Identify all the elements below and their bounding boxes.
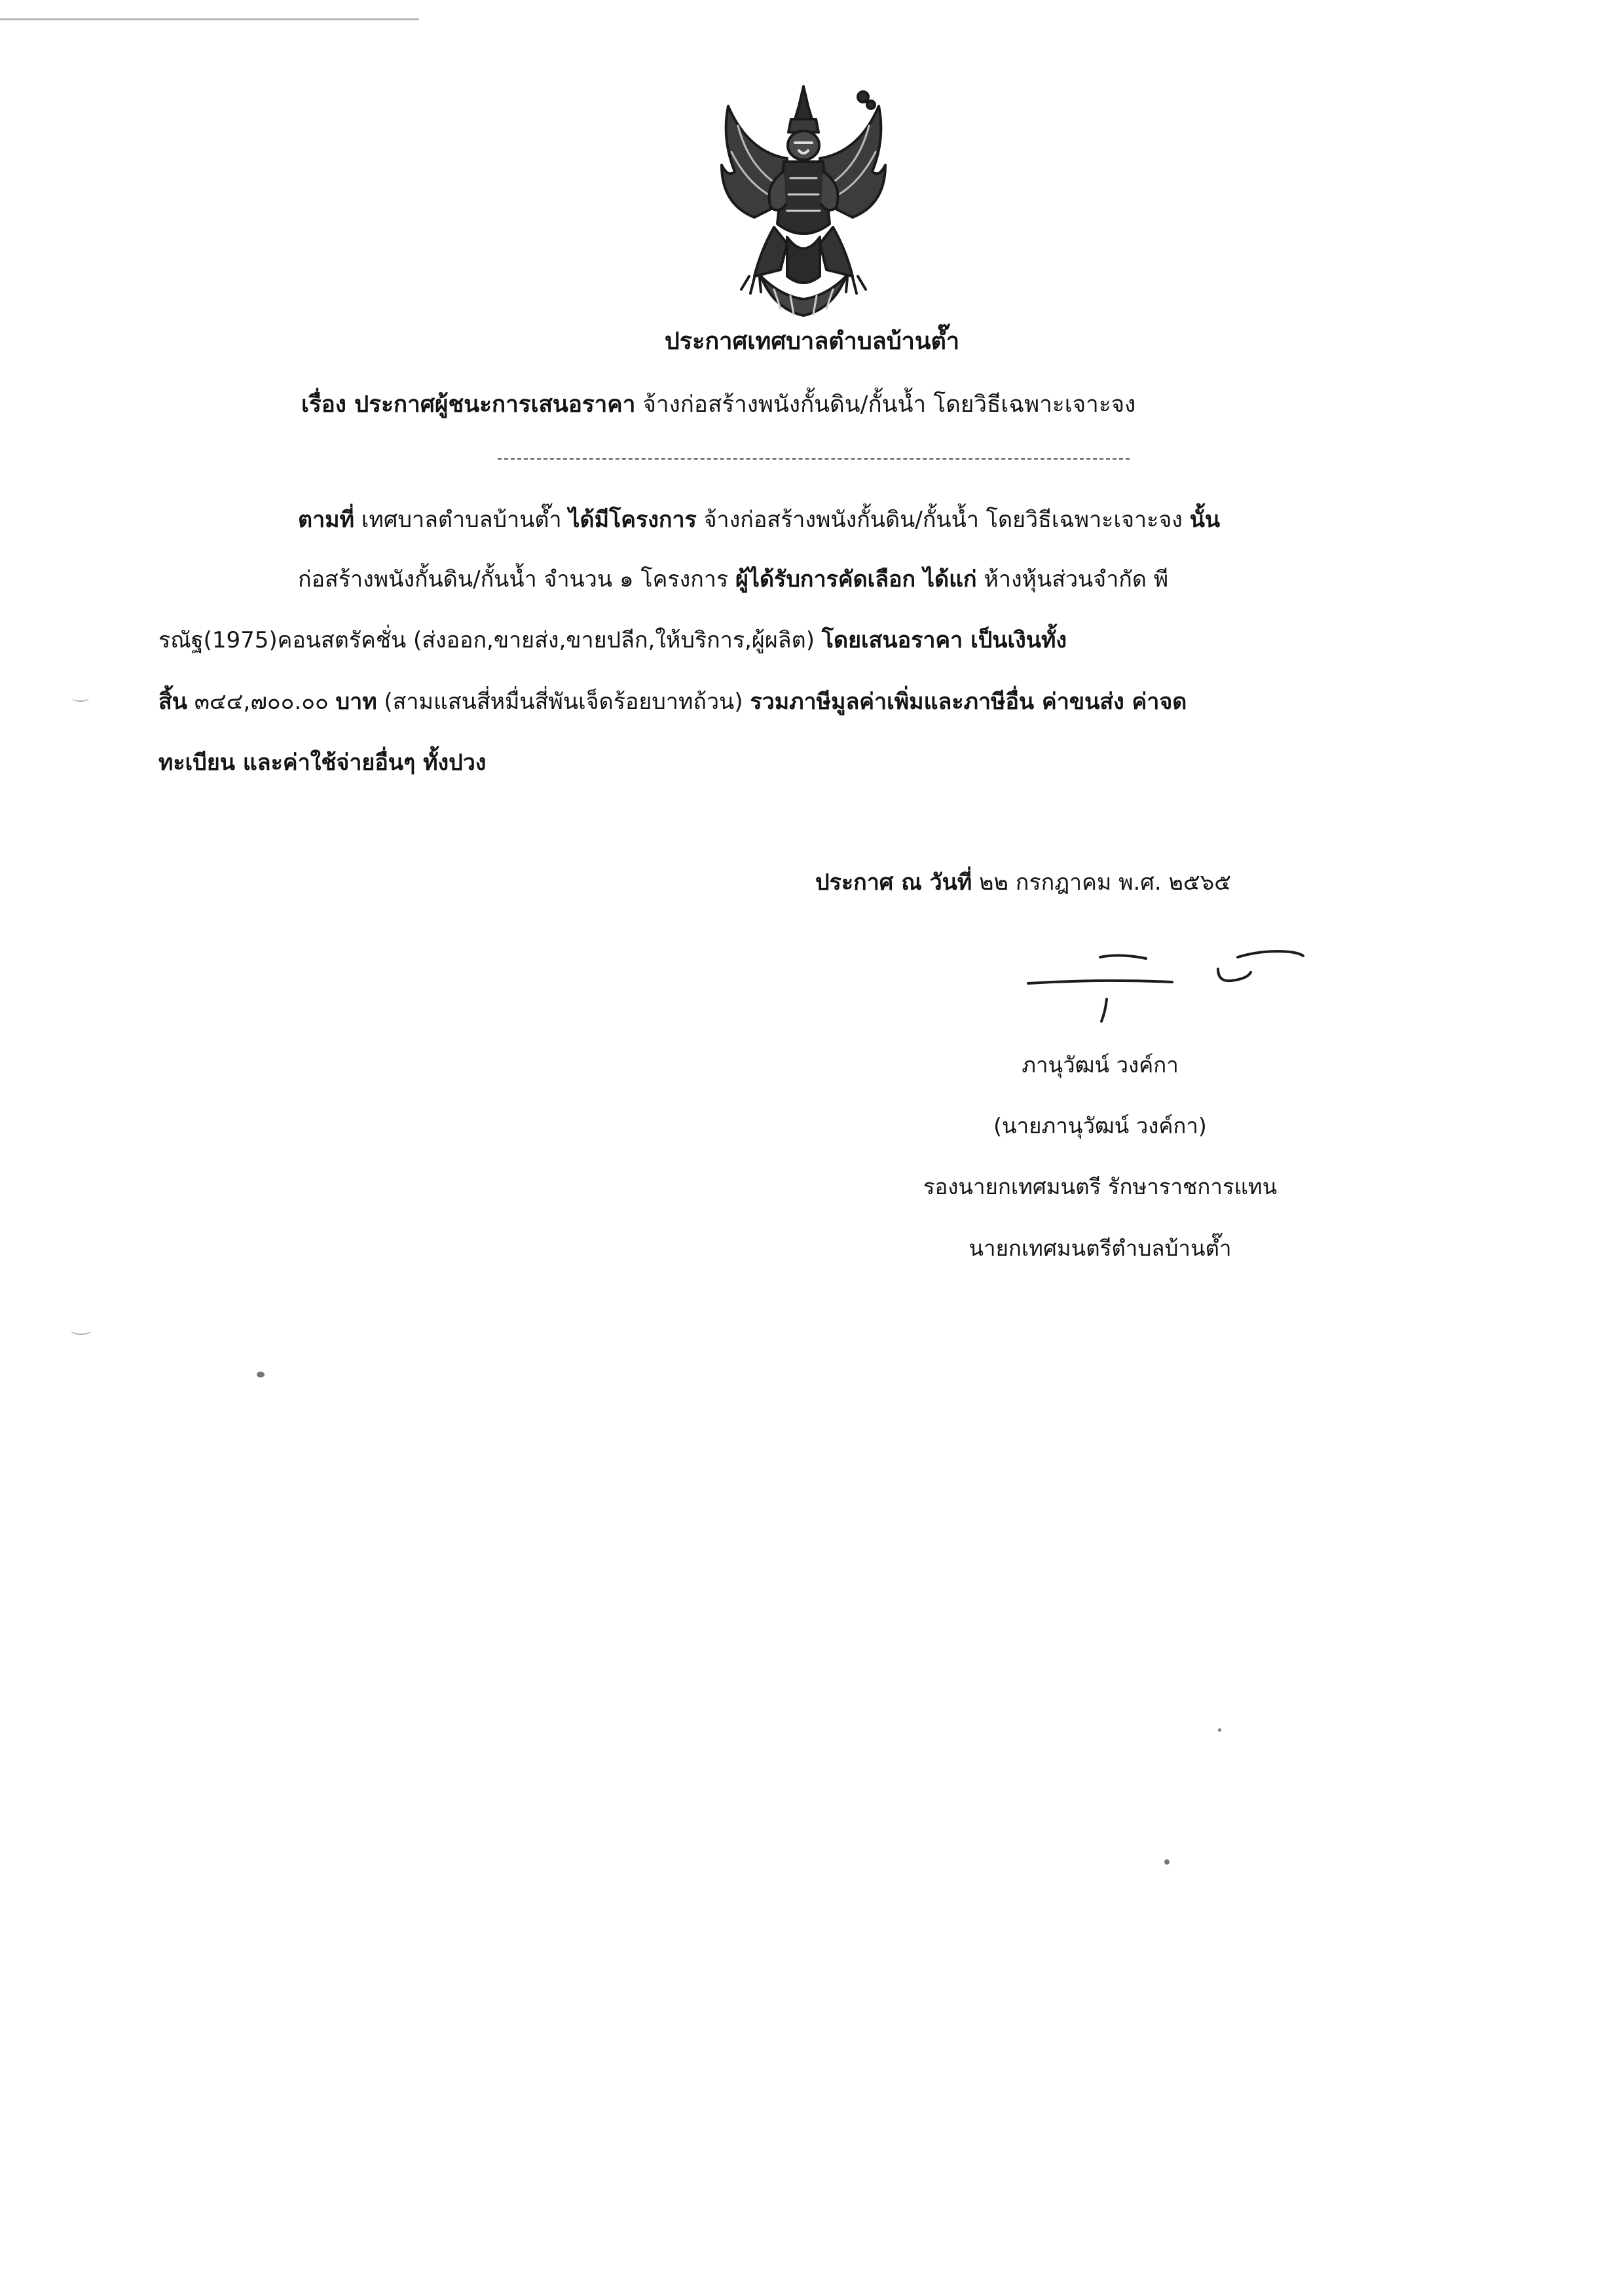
signed-name: ภานุวัฒน์ วงค์กา — [1022, 1052, 1179, 1078]
garuda-emblem-icon — [709, 80, 898, 322]
signatory-position: รองนายกเทศมนตรี รักษาราชการแทน — [923, 1174, 1278, 1199]
body-line-3 — [158, 626, 1067, 655]
text-segment: สิ้น — [158, 689, 187, 715]
subject-prefix: เรื่อง ประกาศผู้ชนะการเสนอราคา — [301, 392, 636, 418]
body-line-4 — [158, 687, 1187, 716]
punch-hole-mark — [71, 1326, 92, 1335]
text-segment: ก่อสร้างพนังกั้นดิน/กั้นน้ำ จำนวน ๑ โครงการ — [298, 566, 735, 592]
scan-speck — [1218, 1728, 1221, 1732]
signatory-position-2: นายกเทศมนตรีตำบลบ้านต๊ำ — [969, 1235, 1232, 1261]
text-segment: ทะเบียน และค่าใช้จ่ายอื่นๆ ทั้งปวง — [158, 750, 487, 776]
separator-rule — [498, 458, 1130, 460]
subject-line — [301, 386, 1323, 422]
scan-speck — [1164, 1859, 1170, 1865]
text-segment: โดยเสนอราคา เป็นเงินทั้ง — [821, 627, 1067, 653]
text-segment: รณัฐ(1975)คอนสตรัคชั่น (ส่งออก,ขายส่ง,ขายปลีก,ให้บริการ,ผู้ผลิต) — [158, 627, 822, 653]
subject-rest: จ้างก่อสร้างพนังกั้นดิน/กั้นน้ำ โดยวิธีเฉพาะเจาะจง — [635, 392, 1136, 418]
text-segment: บาท — [335, 689, 377, 715]
text-segment: จ้างก่อสร้างพนังกั้นดิน/กั้นน้ำ โดยวิธีเฉพาะเจาะจง — [696, 507, 1190, 533]
handwritten-signature — [1022, 943, 1323, 1048]
text-segment: นั้น — [1189, 507, 1221, 533]
text-segment: เทศบาลตำบลบ้านต๊ำ — [354, 507, 569, 533]
body-line-5 — [158, 748, 486, 777]
text-segment: รวมภาษีมูลค่าเพิ่มและภาษีอื่น ค่าขนส่ง ค่าจด — [750, 689, 1187, 715]
signatory-full-name: (นายภานุวัฒน์ วงค์กา) — [993, 1113, 1207, 1139]
text-segment: ผู้ได้รับการคัดเลือก ได้แก่ — [735, 566, 977, 592]
text-segment: ๓๔๔,๗๐๐.๐๐ — [187, 689, 336, 715]
scan-edge-line — [0, 18, 419, 20]
date-value: ๒๒ กรกฎาคม พ.ศ. ๒๕๖๕ — [972, 869, 1231, 896]
text-segment: ห้างหุ้นส่วนจำกัด พี — [976, 566, 1169, 592]
punch-hole-mark — [72, 694, 89, 702]
scan-speck — [257, 1372, 265, 1377]
body-line-2 — [298, 565, 1168, 594]
text-segment: ตามที่ — [298, 507, 354, 533]
body-line-1 — [298, 505, 1220, 534]
page-title: ประกาศเทศบาลตำบลบ้านต๊ำ — [664, 328, 960, 355]
text-segment: (สามแสนสี่หมื่นสี่พันเจ็ดร้อยบาทถ้วน) — [377, 689, 750, 715]
announcement-date — [815, 864, 1231, 900]
text-segment: ได้มีโครงการ — [568, 507, 697, 533]
date-prefix: ประกาศ ณ วันที่ — [815, 869, 972, 896]
